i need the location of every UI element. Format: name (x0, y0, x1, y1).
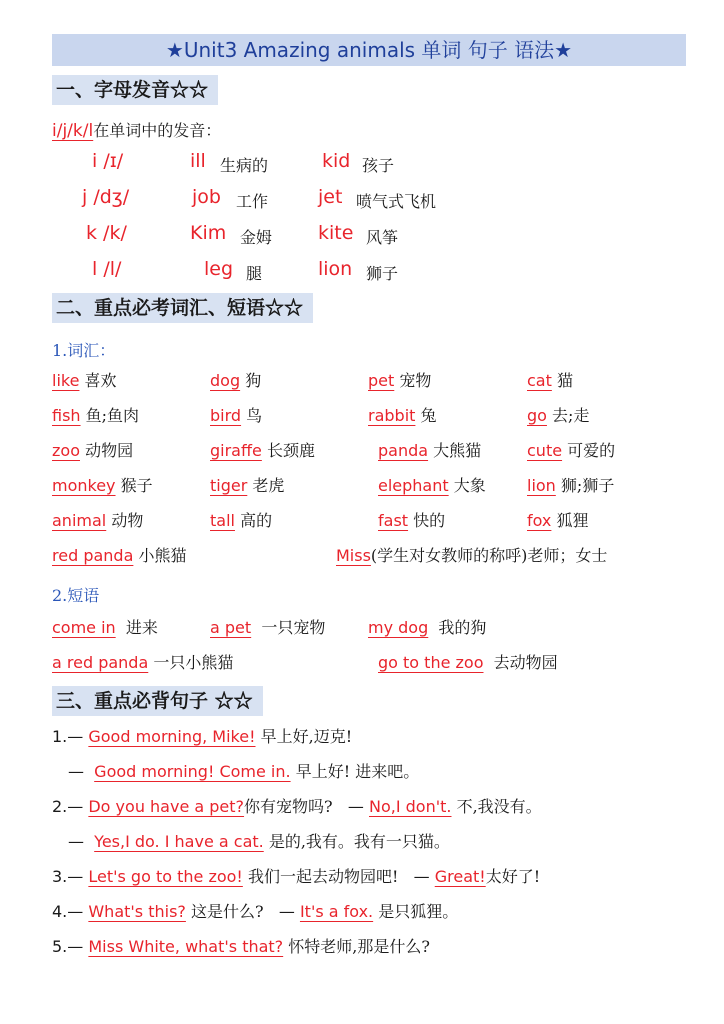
vocab-item: panda 大熊猫 (378, 441, 482, 460)
phrase-item: my dog 我的狗 (368, 618, 487, 637)
phrase-item: a pet 一只宠物 (210, 618, 326, 637)
example-word: ill (190, 150, 206, 172)
example-word: kite (318, 222, 354, 244)
example-word: Kim (190, 222, 227, 244)
vocab-item: bird 鸟 (210, 406, 263, 425)
intro-line (52, 118, 221, 141)
phonetic: k /k/ (86, 222, 127, 244)
vocab-item: cat 猫 (527, 371, 573, 390)
sentence-line: 4.— What's this? 这是什么? — It's a fox. 是只狐狸。 (52, 902, 459, 921)
example-word: lion (318, 258, 353, 280)
phrase-item: come in 进来 (52, 618, 158, 637)
example-meaning: 工作 (236, 192, 269, 211)
sentence-line: 1.— Good morning, Mike! 早上好,迈克! (52, 727, 353, 746)
vocab-item: pet 宠物 (368, 371, 432, 390)
example-meaning: 狮子 (366, 264, 399, 283)
example-meaning: 腿 (246, 264, 263, 283)
vocab-item: giraffe 长颈鹿 (210, 441, 315, 460)
vocab-item: Miss(学生对女教师的称呼)老师；女士 (336, 546, 608, 565)
vocab-item: fox 狐狸 (527, 511, 589, 530)
vocab-label: 1.词汇： (52, 341, 116, 360)
phonetic: j /dʒ/ (82, 186, 130, 208)
section-heading-letter-sounds: 一、字母发音☆☆ (52, 75, 218, 105)
phrase-item: go to the zoo 去动物园 (378, 653, 558, 672)
vocab-item: fast 快的 (378, 511, 446, 530)
sentence-line: — Good morning! Come in. 早上好! 进来吧。 (68, 762, 420, 781)
vocab-item: cute 可爱的 (527, 441, 616, 460)
page-title: ★Unit3 Amazing animals 单词 句子 语法★ (52, 34, 686, 66)
vocab-item: lion 狮;狮子 (527, 476, 615, 495)
sentence-line: 5.— Miss White, what's that? 怀特老师,那是什么? (52, 937, 430, 956)
vocab-item: dog 狗 (210, 371, 262, 390)
vocab-item: elephant 大象 (378, 476, 486, 495)
vocab-item: tiger 老虎 (210, 476, 285, 495)
vocab-item: go 去;走 (527, 406, 590, 425)
vocab-item: tall 高的 (210, 511, 273, 530)
vocab-item: rabbit 兔 (368, 406, 437, 425)
example-meaning: 风筝 (366, 228, 399, 247)
vocab-item: monkey 猴子 (52, 476, 153, 495)
example-meaning: 生病的 (220, 156, 269, 175)
phonetic: l /l/ (92, 258, 122, 280)
vocab-item: zoo 动物园 (52, 441, 134, 460)
sentence-line: 3.— Let's go to the zoo! 我们一起去动物园吧! — Great!太好了! (52, 867, 541, 886)
example-meaning: 孩子 (362, 156, 395, 175)
vocab-item: red panda 小熊猫 (52, 546, 187, 565)
phrase-item: a red panda 一只小熊猫 (52, 653, 234, 672)
section-heading-sentences: 三、重点必背句子 ☆☆ (52, 686, 263, 716)
vocab-item: like 喜欢 (52, 371, 117, 390)
example-word: jet (318, 186, 343, 208)
intro-letters: i/j/k/l (52, 121, 94, 141)
example-word: leg (204, 258, 234, 280)
vocab-item: fish 鱼;鱼肉 (52, 406, 140, 425)
phonetic: i /ɪ/ (92, 150, 124, 172)
section-heading-vocabulary: 二、重点必考词汇、短语☆☆ (52, 293, 313, 323)
example-word: job (192, 186, 221, 208)
example-meaning: 金姆 (240, 228, 273, 247)
example-meaning: 喷气式飞机 (356, 192, 437, 211)
phrase-label: 2.短语 (52, 586, 100, 605)
intro-text: 在单词中的发音： (93, 121, 222, 140)
vocab-item: animal 动物 (52, 511, 144, 530)
sentence-line: 2.— Do you have a pet?你有宠物吗? — No,I don't. 不,我没有。 (52, 797, 542, 816)
example-word: kid (322, 150, 351, 172)
sentence-line: — Yes,I do. I have a cat. 是的,我有。我有一只猫。 (68, 832, 450, 851)
